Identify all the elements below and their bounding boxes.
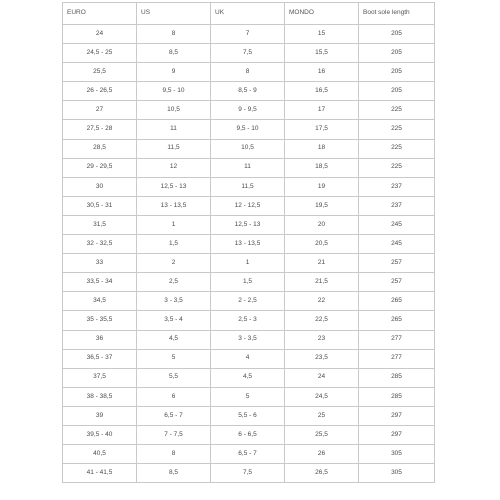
cell-us: 4,5 — [137, 330, 211, 349]
cell-boot-sole-length: 225 — [359, 158, 435, 177]
table-row — [63, 139, 435, 158]
cell-mondo: 26,5 — [285, 464, 359, 483]
cell-euro: 24,5 - 25 — [63, 44, 137, 63]
cell-uk: 7 — [211, 25, 285, 44]
cell-us: 10,5 — [137, 101, 211, 120]
cell-euro: 38 - 38,5 — [63, 387, 137, 406]
cell-us: 8 — [137, 25, 211, 44]
cell-euro: 29 - 29,5 — [63, 158, 137, 177]
cell-us: 9,5 - 10 — [137, 82, 211, 101]
cell-us: 6 — [137, 387, 211, 406]
table-row — [63, 254, 435, 273]
cell-boot-sole-length: 277 — [359, 349, 435, 368]
cell-euro: 33 — [63, 254, 137, 273]
table-row — [63, 196, 435, 215]
cell-us: 6,5 - 7 — [137, 406, 211, 425]
cell-mondo: 21,5 — [285, 273, 359, 292]
cell-boot-sole-length: 225 — [359, 101, 435, 120]
header-mondo: MONDO — [285, 3, 359, 25]
cell-uk: 1 — [211, 254, 285, 273]
cell-euro: 27 — [63, 101, 137, 120]
cell-boot-sole-length: 305 — [359, 445, 435, 464]
cell-euro: 31,5 — [63, 215, 137, 234]
cell-uk: 7,5 — [211, 44, 285, 63]
cell-us: 8 — [137, 445, 211, 464]
cell-boot-sole-length: 225 — [359, 120, 435, 139]
table-row — [63, 387, 435, 406]
cell-mondo: 18 — [285, 139, 359, 158]
cell-uk: 11 — [211, 158, 285, 177]
cell-uk: 4,5 — [211, 368, 285, 387]
table-row — [63, 445, 435, 464]
cell-boot-sole-length: 205 — [359, 82, 435, 101]
table-row — [63, 406, 435, 425]
cell-euro: 36,5 - 37 — [63, 349, 137, 368]
cell-boot-sole-length: 305 — [359, 464, 435, 483]
cell-boot-sole-length: 265 — [359, 292, 435, 311]
cell-boot-sole-length: 257 — [359, 254, 435, 273]
table-row — [63, 368, 435, 387]
cell-us: 1,5 — [137, 235, 211, 254]
cell-boot-sole-length: 245 — [359, 235, 435, 254]
cell-uk: 8,5 - 9 — [211, 82, 285, 101]
table-row — [63, 330, 435, 349]
cell-us: 7 - 7,5 — [137, 425, 211, 444]
cell-euro: 37,5 — [63, 368, 137, 387]
cell-us: 13 - 13,5 — [137, 196, 211, 215]
cell-mondo: 17 — [285, 101, 359, 120]
cell-uk: 9,5 - 10 — [211, 120, 285, 139]
cell-uk: 2,5 - 3 — [211, 311, 285, 330]
cell-mondo: 20 — [285, 215, 359, 234]
cell-us: 9 — [137, 63, 211, 82]
cell-mondo: 15,5 — [285, 44, 359, 63]
cell-euro: 39,5 - 40 — [63, 425, 137, 444]
table-row — [63, 158, 435, 177]
cell-euro: 26 - 26,5 — [63, 82, 137, 101]
cell-euro: 41 - 41,5 — [63, 464, 137, 483]
header-us: US — [137, 3, 211, 25]
cell-uk: 6 - 6,5 — [211, 425, 285, 444]
cell-mondo: 21 — [285, 254, 359, 273]
cell-us: 2,5 — [137, 273, 211, 292]
cell-uk: 6,5 - 7 — [211, 445, 285, 464]
cell-euro: 25,5 — [63, 63, 137, 82]
cell-euro: 36 — [63, 330, 137, 349]
cell-boot-sole-length: 257 — [359, 273, 435, 292]
cell-boot-sole-length: 277 — [359, 330, 435, 349]
cell-uk: 3 - 3,5 — [211, 330, 285, 349]
cell-uk: 5,5 - 6 — [211, 406, 285, 425]
cell-uk: 11,5 — [211, 177, 285, 196]
cell-us: 5,5 — [137, 368, 211, 387]
table-row — [63, 425, 435, 444]
table-row — [63, 235, 435, 254]
cell-us: 8,5 — [137, 44, 211, 63]
cell-mondo: 19,5 — [285, 196, 359, 215]
cell-us: 1 — [137, 215, 211, 234]
table-row — [63, 311, 435, 330]
cell-euro: 30,5 - 31 — [63, 196, 137, 215]
cell-boot-sole-length: 297 — [359, 425, 435, 444]
cell-boot-sole-length: 205 — [359, 25, 435, 44]
header-boot-sole-length: Boot sole length — [359, 3, 435, 25]
cell-mondo: 18,5 — [285, 158, 359, 177]
cell-euro: 35 - 35,5 — [63, 311, 137, 330]
cell-uk: 13 - 13,5 — [211, 235, 285, 254]
cell-us: 3,5 - 4 — [137, 311, 211, 330]
cell-uk: 4 — [211, 349, 285, 368]
cell-us: 8,5 — [137, 464, 211, 483]
cell-mondo: 22,5 — [285, 311, 359, 330]
cell-uk: 2 - 2,5 — [211, 292, 285, 311]
table-body — [63, 25, 435, 483]
cell-boot-sole-length: 205 — [359, 63, 435, 82]
cell-mondo: 23,5 — [285, 349, 359, 368]
cell-mondo: 24 — [285, 368, 359, 387]
table-row — [63, 44, 435, 63]
cell-us: 3 - 3,5 — [137, 292, 211, 311]
cell-euro: 24 — [63, 25, 137, 44]
cell-boot-sole-length: 245 — [359, 215, 435, 234]
cell-mondo: 15 — [285, 25, 359, 44]
cell-us: 5 — [137, 349, 211, 368]
cell-us: 12,5 - 13 — [137, 177, 211, 196]
table-row — [63, 82, 435, 101]
cell-mondo: 16 — [285, 63, 359, 82]
cell-us: 12 — [137, 158, 211, 177]
cell-boot-sole-length: 285 — [359, 387, 435, 406]
cell-mondo: 20,5 — [285, 235, 359, 254]
table-row — [63, 120, 435, 139]
cell-uk: 7,5 — [211, 464, 285, 483]
table-row — [63, 273, 435, 292]
cell-us: 11,5 — [137, 139, 211, 158]
cell-boot-sole-length: 265 — [359, 311, 435, 330]
cell-euro: 30 — [63, 177, 137, 196]
cell-uk: 10,5 — [211, 139, 285, 158]
cell-euro: 32 - 32,5 — [63, 235, 137, 254]
header-uk: UK — [211, 3, 285, 25]
cell-euro: 39 — [63, 406, 137, 425]
cell-boot-sole-length: 285 — [359, 368, 435, 387]
cell-boot-sole-length: 237 — [359, 196, 435, 215]
cell-boot-sole-length: 237 — [359, 177, 435, 196]
size-chart-table — [62, 2, 435, 483]
cell-euro: 40,5 — [63, 445, 137, 464]
cell-boot-sole-length: 225 — [359, 139, 435, 158]
cell-mondo: 26 — [285, 445, 359, 464]
cell-euro: 34,5 — [63, 292, 137, 311]
cell-mondo: 24,5 — [285, 387, 359, 406]
cell-uk: 1,5 — [211, 273, 285, 292]
cell-us: 2 — [137, 254, 211, 273]
table-row — [63, 101, 435, 120]
cell-uk: 12,5 - 13 — [211, 215, 285, 234]
cell-us: 11 — [137, 120, 211, 139]
cell-mondo: 17,5 — [285, 120, 359, 139]
cell-uk: 5 — [211, 387, 285, 406]
table-row — [63, 464, 435, 483]
table-row — [63, 63, 435, 82]
cell-euro: 28,5 — [63, 139, 137, 158]
cell-boot-sole-length: 297 — [359, 406, 435, 425]
header-euro: EURO — [63, 3, 137, 25]
table-row — [63, 177, 435, 196]
cell-mondo: 16,5 — [285, 82, 359, 101]
cell-boot-sole-length: 205 — [359, 44, 435, 63]
table-row — [63, 292, 435, 311]
table-row — [63, 25, 435, 44]
cell-uk: 12 - 12,5 — [211, 196, 285, 215]
cell-euro: 33,5 - 34 — [63, 273, 137, 292]
cell-euro: 27,5 - 28 — [63, 120, 137, 139]
cell-mondo: 23 — [285, 330, 359, 349]
cell-mondo: 19 — [285, 177, 359, 196]
table-row — [63, 349, 435, 368]
table-row — [63, 215, 435, 234]
cell-uk: 8 — [211, 63, 285, 82]
cell-uk: 9 - 9,5 — [211, 101, 285, 120]
cell-mondo: 25 — [285, 406, 359, 425]
cell-mondo: 22 — [285, 292, 359, 311]
cell-mondo: 25,5 — [285, 425, 359, 444]
table-header-row — [63, 3, 435, 25]
